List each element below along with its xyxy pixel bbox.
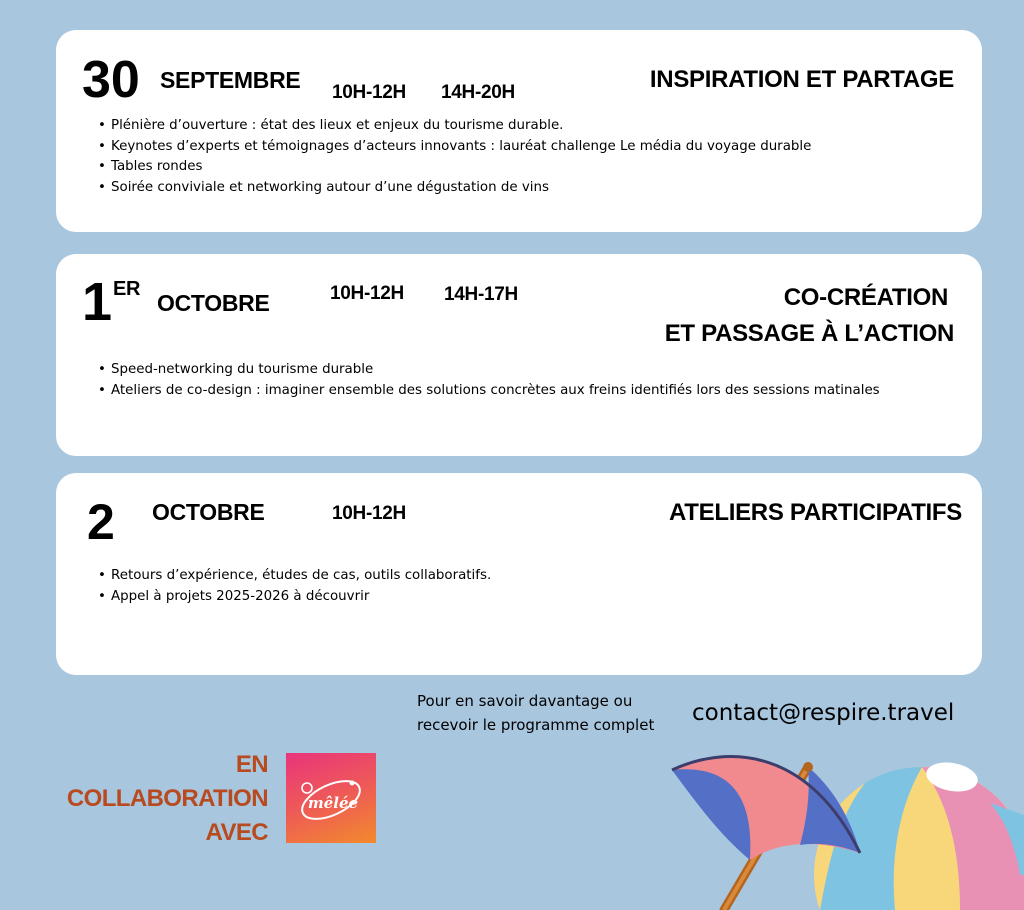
list-item: • Plénière d’ouverture : état des lieux et enjeux du tourisme durable. xyxy=(96,116,811,137)
day-card-30-septembre xyxy=(56,30,982,232)
contact-info-line: Pour en savoir davantage ou xyxy=(417,692,633,710)
day-card-2-octobre xyxy=(56,473,982,675)
day-card-1er-octobre xyxy=(56,254,982,456)
day-heading: INSPIRATION ET PARTAGE xyxy=(649,66,954,93)
day-suffix: ER xyxy=(113,278,141,300)
list-item: • Tables rondes xyxy=(96,157,811,178)
collaboration-line: EN xyxy=(235,751,268,778)
time-slot-2: 14H-20H xyxy=(441,82,515,103)
bullet-list xyxy=(96,566,491,607)
list-item: • Speed-networking du tourisme durable xyxy=(96,360,880,381)
month-label: SEPTEMBRE xyxy=(160,67,301,93)
time-slot-1: 10H-12H xyxy=(332,503,406,524)
day-heading-line-1: CO-CRÉATION xyxy=(783,284,948,311)
la-melee-logo xyxy=(286,753,376,843)
list-item: • Ateliers de co-design : imaginer ensemble des solutions concrètes aux freins identifiés lors des sessions matinales xyxy=(96,381,880,402)
day-number: 1 xyxy=(82,272,113,332)
day-heading: ATELIERS PARTICIPATIFS xyxy=(669,499,962,526)
melee-logo-icon xyxy=(286,753,376,843)
time-slot-1: 10H-12H xyxy=(330,283,404,304)
melee-logo-text: mêlée xyxy=(307,794,359,812)
day-number: 30 xyxy=(82,51,140,109)
list-item: • Retours d’expérience, études de cas, outils collaboratifs. xyxy=(96,566,491,587)
time-slot-2: 14H-17H xyxy=(444,284,518,305)
contact-info-text xyxy=(417,689,654,737)
beach-illustration xyxy=(660,745,1024,910)
collaboration-label xyxy=(67,748,268,850)
bullet-list xyxy=(96,360,880,401)
contact-email[interactable]: contact@respire.travel xyxy=(692,700,955,726)
month-label: OCTOBRE xyxy=(152,499,265,525)
bullet-list xyxy=(96,116,811,198)
list-item: • Appel à projets 2025-2026 à découvrir xyxy=(96,587,491,608)
day-heading-line-2: ET PASSAGE À L’ACTION xyxy=(664,320,954,347)
month-label: OCTOBRE xyxy=(157,290,270,316)
list-item: • Keynotes d’experts et témoignages d’acteurs innovants : lauréat challenge Le média du voyage durable xyxy=(96,137,811,158)
list-item: • Soirée conviviale et networking autour d’une dégustation de vins xyxy=(96,178,811,199)
collaboration-line: COLLABORATION xyxy=(66,785,268,812)
collaboration-line: AVEC xyxy=(205,819,268,846)
time-slot-1: 10H-12H xyxy=(332,82,406,103)
contact-info-line: recevoir le programme complet xyxy=(417,716,655,734)
day-number: 2 xyxy=(87,494,115,550)
